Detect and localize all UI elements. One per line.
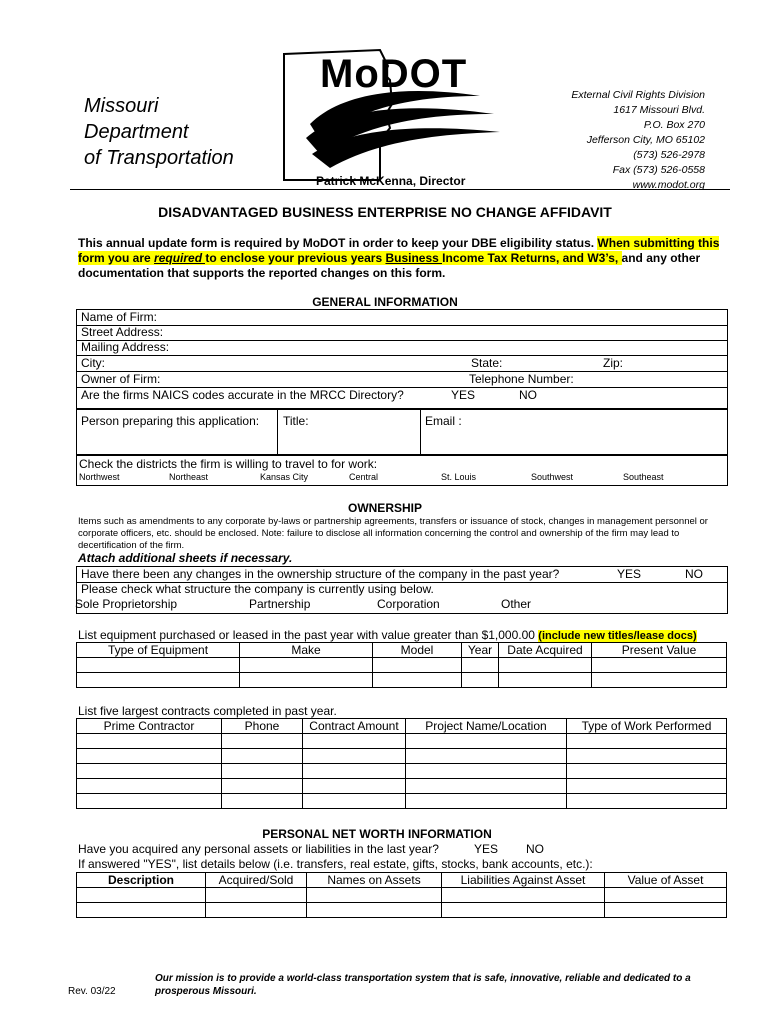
table-row: [77, 719, 727, 734]
equipment-table: [76, 642, 727, 688]
preparer-field[interactable]: Person preparing this application:: [81, 414, 260, 428]
networth-header-names: Names on Assets: [307, 873, 442, 888]
email-field[interactable]: Email :: [425, 414, 462, 428]
preparer-title-field[interactable]: Title:: [283, 414, 309, 428]
table-row: [77, 643, 727, 658]
table-row[interactable]: [77, 794, 727, 809]
firm-name-field[interactable]: Name of Firm:: [77, 310, 727, 326]
ownership-box: [76, 566, 728, 614]
equipment-header-type: Type of Equipment: [77, 643, 240, 658]
networth-yes-option[interactable]: YES: [474, 842, 499, 856]
networth-no-option[interactable]: NO: [526, 842, 544, 856]
equipment-header-date: Date Acquired: [499, 643, 592, 658]
table-row: [77, 873, 727, 888]
director-name: Patrick McKenna, Director: [316, 174, 466, 188]
networth-ifyes: If answered "YES", list details below (i.e. transfers, real estate, gifts, stocks, bank accounts, etc.):: [78, 857, 593, 871]
attach-note: Attach additional sheets if necessary.: [78, 551, 293, 565]
networth-header-liabilities: Liabilities Against Asset: [442, 873, 605, 888]
contracts-table: [76, 718, 727, 809]
district-kansas-city[interactable]: Kansas City: [260, 472, 309, 482]
contracts-header-amount: Contract Amount: [303, 719, 406, 734]
ownership-note: Items such as amendments to any corporate by-laws or partnership agreements, transfers or issuance of stock, changes in management personnel or corporate officers, etc. should be enclosed. Note: failure to disclose all information concerning the control and ownership of the firm may lead to decertification of the firm.: [78, 516, 708, 551]
district-central[interactable]: Central: [349, 472, 379, 482]
naics-no-option[interactable]: NO: [519, 388, 537, 402]
equipment-intro: List equipment purchased or leased in the past year with value greater than $1,000.00 (include new titles/lease docs): [78, 628, 697, 642]
structure-corporation[interactable]: Corporation: [377, 597, 440, 611]
networth-table: [76, 872, 727, 918]
district-northeast[interactable]: Northeast: [169, 472, 209, 482]
contracts-header-project: Project Name/Location: [406, 719, 567, 734]
structure-other[interactable]: Other: [501, 597, 532, 611]
table-row[interactable]: [77, 888, 727, 903]
districts-box: [76, 455, 728, 486]
table-row[interactable]: [77, 779, 727, 794]
table-row[interactable]: [77, 658, 727, 673]
revision-label: Rev. 03/22: [68, 986, 116, 997]
networth-question: Have you acquired any personal assets or liabilities in the last year? YES NO: [78, 842, 544, 856]
district-northwest[interactable]: Northwest: [79, 472, 120, 482]
street-address-field[interactable]: Street Address:: [77, 325, 727, 341]
contracts-intro: List five largest contracts completed in past year.: [78, 704, 337, 718]
table-row[interactable]: [77, 764, 727, 779]
logo-text: MoDOT: [320, 52, 468, 96]
table-row[interactable]: [77, 749, 727, 764]
networth-header-description: Description: [77, 873, 206, 888]
district-southwest[interactable]: Southwest: [531, 472, 574, 482]
table-row[interactable]: [77, 734, 727, 749]
agency-name: Missouri Department of Transportation: [84, 95, 234, 169]
intro-paragraph: This annual update form is required by MoDOT in order to keep your DBE eligibility status. When submitting this form you are required to enclose your previous years Business Income Tax Returns, and W3’s, and any other documentation that supports the reported changes on this form.: [78, 236, 720, 280]
structure-options-row: [77, 597, 727, 612]
ownership-no-option[interactable]: NO: [685, 567, 703, 581]
equipment-header-year: Year: [462, 643, 499, 658]
district-southeast[interactable]: Southeast: [623, 472, 664, 482]
district-st-louis[interactable]: St. Louis: [441, 472, 477, 482]
networth-header-value: Value of Asset: [605, 873, 727, 888]
city-state-zip-row[interactable]: City: State: Zip:: [77, 356, 727, 372]
equipment-header-model: Model: [373, 643, 462, 658]
table-row[interactable]: [77, 673, 727, 688]
ownership-change-row[interactable]: Have there been any changes in the ownership structure of the company in the past year? YES NO: [77, 567, 727, 583]
form-title: DISADVANTAGED BUSINESS ENTERPRISE NO CHANGE AFFIDAVIT: [158, 204, 612, 220]
districts-question: Check the districts the firm is willing to travel to for work:: [79, 457, 378, 471]
equipment-header-value: Present Value: [592, 643, 727, 658]
preparer-box: [76, 409, 728, 455]
naics-row[interactable]: Are the firms NAICS codes accurate in the MRCC Directory? YES NO: [81, 388, 537, 402]
structure-partnership[interactable]: Partnership: [249, 597, 311, 611]
equipment-header-make: Make: [240, 643, 373, 658]
contracts-header-work: Type of Work Performed: [567, 719, 727, 734]
contracts-header-prime: Prime Contractor: [77, 719, 222, 734]
general-heading: GENERAL INFORMATION: [312, 295, 458, 309]
table-row[interactable]: [77, 903, 727, 918]
mission-statement: Our mission is to provide a world-class transportation system that is safe, innovative, reliable and dedicated to a prosperous Missouri.: [155, 973, 691, 997]
ownership-heading: OWNERSHIP: [347, 501, 422, 515]
naics-yes-option[interactable]: YES: [451, 388, 476, 402]
general-info-box: [76, 309, 728, 409]
mailing-address-field[interactable]: Mailing Address:: [77, 340, 727, 356]
networth-header-acquired: Acquired/Sold: [206, 873, 307, 888]
ownership-yes-option[interactable]: YES: [617, 567, 642, 581]
address-block: External Civil Rights Division 1617 Missouri Blvd. P.O. Box 270 Jefferson City, MO 65102 (573) 526-2978 Fax (573) 526-0558 www.modot.org: [571, 89, 705, 191]
structure-prompt: Please check what structure the company is currently using below.: [81, 582, 434, 596]
networth-heading: PERSONAL NET WORTH INFORMATION: [262, 827, 492, 841]
owner-phone-row[interactable]: Owner of Firm: Telephone Number:: [77, 372, 727, 388]
structure-sole-proprietorship[interactable]: Sole Proprietorship: [75, 597, 178, 611]
contracts-header-phone: Phone: [222, 719, 303, 734]
